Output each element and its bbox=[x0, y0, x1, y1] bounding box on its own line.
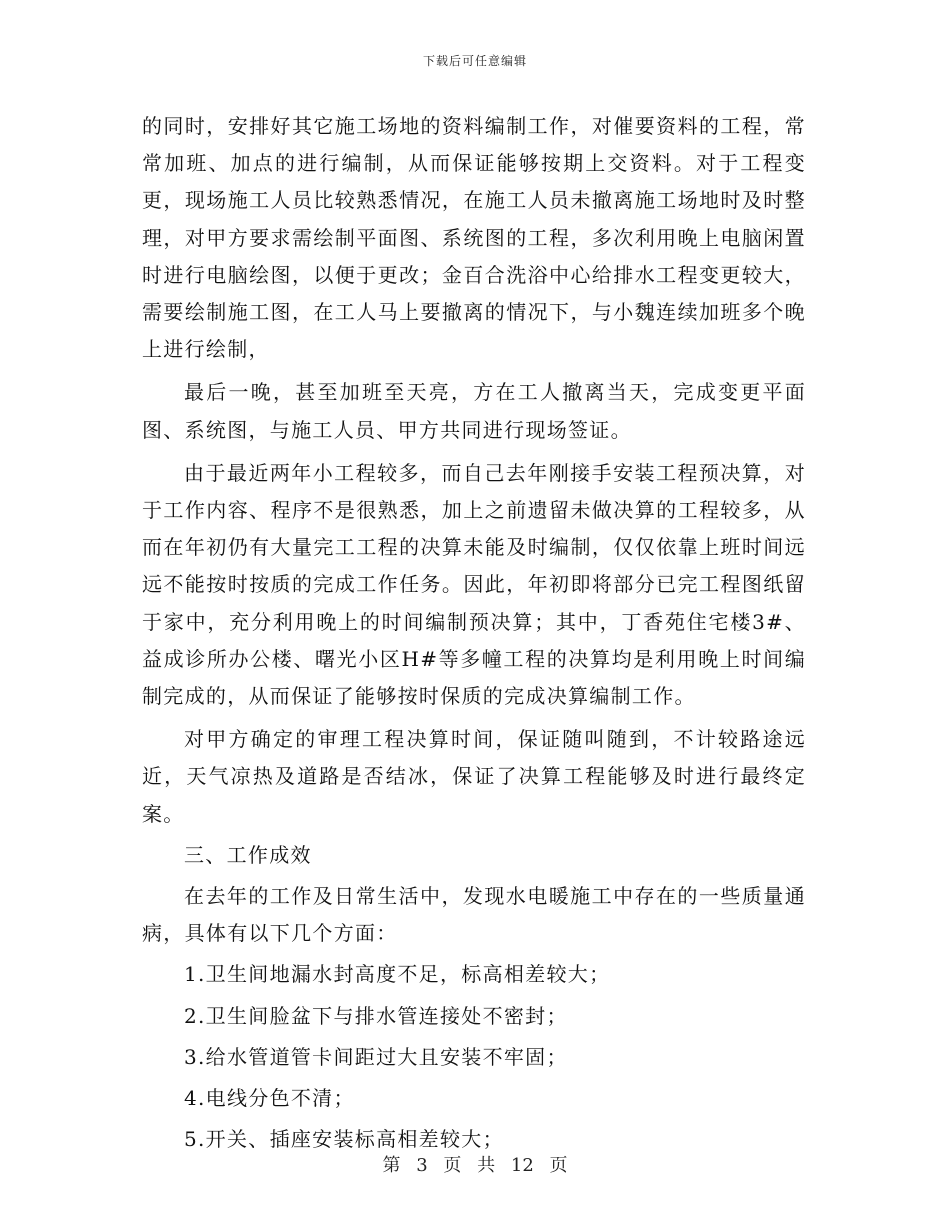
paragraph: 由于最近两年小工程较多，而自己去年刚接手安装工程预决算，对于工作内容、程序不是很熟悉，加上之前遗留未做决算的工程较多，从而在年初仍有大量完工工程的决算未能及时编制，仅仅依靠上班时间远远不能按时按质的完成工作任务。因此，年初即将部分已完工程图纸留于家中，充分利用晚上的时间编制预决算；其中，丁香苑住宅楼3#、益成诊所办公楼、曙光小区H#等多幢工程的决算均是利用晚上时间编制完成的，从而保证了能够按时保质的完成决算编制工作。 bbox=[142, 460, 806, 709]
total-page-count: 12 bbox=[510, 1155, 534, 1176]
list-item: 3.给水管道管卡间距过大且安装不牢固； bbox=[184, 1044, 568, 1069]
section-heading: 三、工作成效 bbox=[184, 842, 312, 867]
document-body bbox=[142, 108, 806, 1158]
paragraph: 最后一晚，甚至加班至天亮，方在工人撤离当天，完成变更平面图、系统图，与施工人员、甲方共同进行现场签证。 bbox=[142, 380, 806, 442]
issue-list bbox=[142, 956, 806, 1158]
paragraph: 在去年的工作及日常生活中，发现水电暖施工中存在的一些质量通病，具体有以下几个方面： bbox=[142, 884, 806, 946]
page-header: 下载后可任意编辑 bbox=[422, 54, 527, 68]
list-item: 2.卫生间脸盆下与排水管连接处不密封； bbox=[184, 1003, 568, 1028]
page-footer bbox=[0, 1151, 950, 1177]
current-page-number: 3 bbox=[416, 1155, 428, 1176]
list-item: 5.开关、插座安装标高相差较大； bbox=[184, 1127, 504, 1152]
paragraph: 对甲方确定的审理工程决算时间，保证随叫随到，不计较路途远近，天气凉热及道路是否结冰，保证了决算工程能够及时进行最终定案。 bbox=[142, 727, 806, 826]
footer-prefix: 第 bbox=[382, 1155, 401, 1176]
footer-suffix: 页 bbox=[549, 1155, 568, 1176]
footer-total-word: 共 bbox=[477, 1155, 496, 1176]
list-item: 4.电线分色不清； bbox=[184, 1086, 355, 1111]
paragraph-continuation: 的同时，安排好其它施工场地的资料编制工作，对催要资料的工程，常常加班、加点的进行编制，从而保证能够按期上交资料。对于工程变更，现场施工人员比较熟悉情况，在施工人员未撤离施工场地时及时整理，对甲方要求需绘制平面图、系统图的工程，多次利用晚上电脑闲置时进行电脑绘图，以便于更改；金百合洗浴中心给排水工程变更较大，需要绘制施工图，在工人马上要撤离的情况下，与小魏连续加班多个晚上进行绘制， bbox=[142, 114, 806, 362]
footer-page-word: 页 bbox=[443, 1155, 462, 1176]
list-item: 1.卫生间地漏水封高度不足，标高相差较大； bbox=[184, 962, 611, 987]
